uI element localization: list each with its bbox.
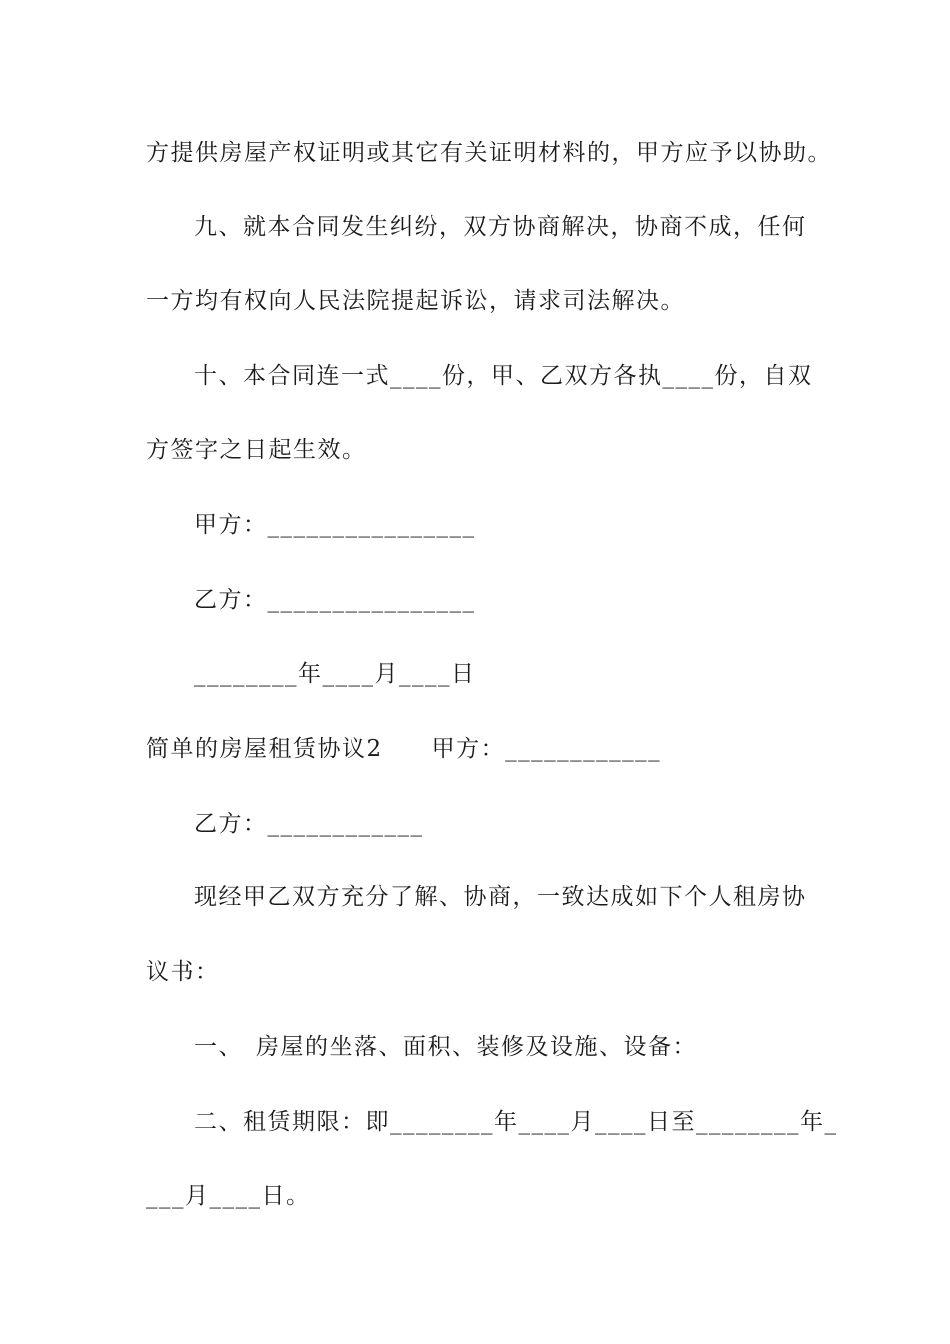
text-line: 方提供房屋产权证明或其它有关证明材料的，甲方应予以协助。 [146,140,832,166]
clause-ten: 十、本合同连一式____份，甲、乙双方各执____份，自双 [194,363,813,389]
clause-two: 二、租赁期限：即________年____月____日至________年_ [194,1109,838,1135]
text-line: 议书： [146,959,220,985]
text-line: 方签字之日起生效。 [146,437,367,463]
preamble: 现经甲乙双方充分了解、协商，一致达成如下个人租房协 [194,884,807,910]
party-b-signature: 乙方：________________ [194,587,476,613]
text-line: 一方均有权向人民法院提起诉讼，请求司法解决。 [146,288,685,314]
section-heading-agreement-2: 简单的房屋租赁协议2 甲方：____________ [146,736,662,762]
date-line: ________年____月____日 [194,661,476,687]
clause-one: 一、 房屋的坐落、面积、装修及设施、设备： [194,1034,697,1060]
party-a-signature: 甲方：________________ [194,512,476,538]
party-b-line: 乙方：____________ [194,811,424,837]
clause-nine: 九、就本合同发生纠纷，双方协商解决，协商不成，任何 [194,214,807,240]
text-line: ___月____日。 [146,1183,311,1209]
